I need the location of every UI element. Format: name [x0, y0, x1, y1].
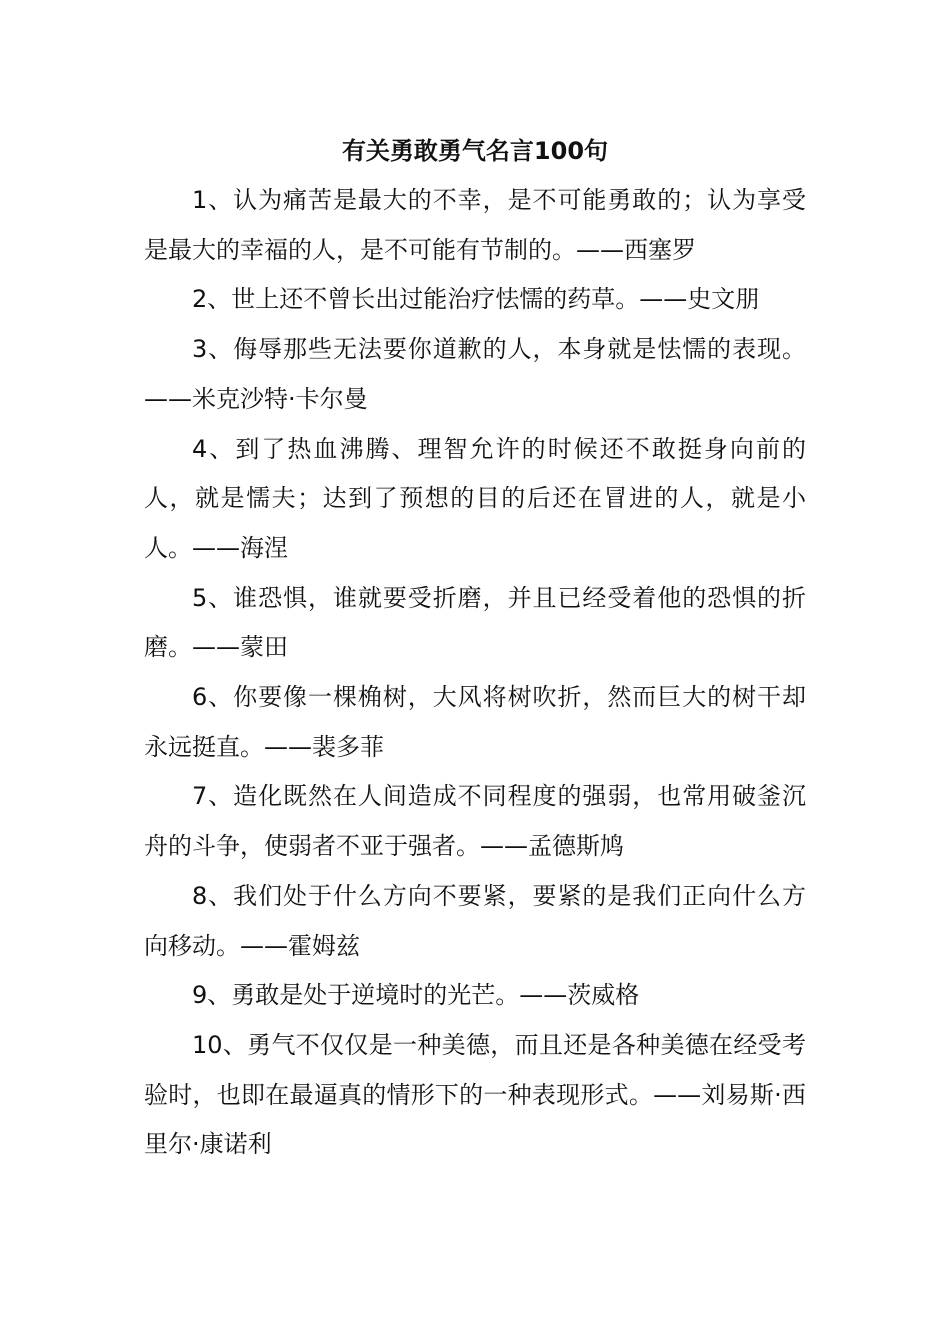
quote-paragraph: 7、造化既然在人间造成不同程度的强弱，也常用破釜沉舟的斗争，使弱者不亚于强者。——孟德斯鸠: [144, 782, 806, 861]
quote-paragraph: 4、到了热血沸腾、理智允许的时候还不敢挺身向前的人，就是懦夫；达到了预想的目的后还在冒进的人，就是小人。——海涅: [144, 434, 806, 562]
quote-paragraph: 8、我们处于什么方向不要紧，要紧的是我们正向什么方向移动。——霍姆兹: [144, 881, 806, 960]
quote-paragraph: 6、你要像一棵桷树，大风将树吹折，然而巨大的树干却永远挺直。——裴多菲: [144, 683, 806, 761]
quote-paragraph: 9、勇敢是处于逆境时的光芒。——茨威格: [192, 981, 640, 1010]
quote-paragraph: 3、侮辱那些无法要你道歉的人，本身就是怯懦的表现。——米克沙特·卡尔曼: [144, 335, 806, 413]
quote-paragraph: 5、谁恐惧，谁就要受折磨，并且已经受着他的恐惧的折磨。——蒙田: [144, 583, 806, 662]
quote-paragraph: 10、勇气不仅仅是一种美德，而且还是各种美德在经受考验时，也即在最逼真的情形下的一种表现形式。——刘易斯·西里尔·康诺利: [144, 1030, 806, 1159]
quote-paragraph: 1、认为痛苦是最大的不幸，是不可能勇敢的；认为享受是最大的幸福的人，是不可能有节制的。——西塞罗: [144, 186, 806, 264]
quote-paragraph: 2、世上还不曾长出过能治疗怯懦的药草。——史文朋: [192, 285, 760, 314]
document-title: 有关勇敢勇气名言100句: [341, 137, 609, 165]
quote-list: [144, 176, 806, 1170]
